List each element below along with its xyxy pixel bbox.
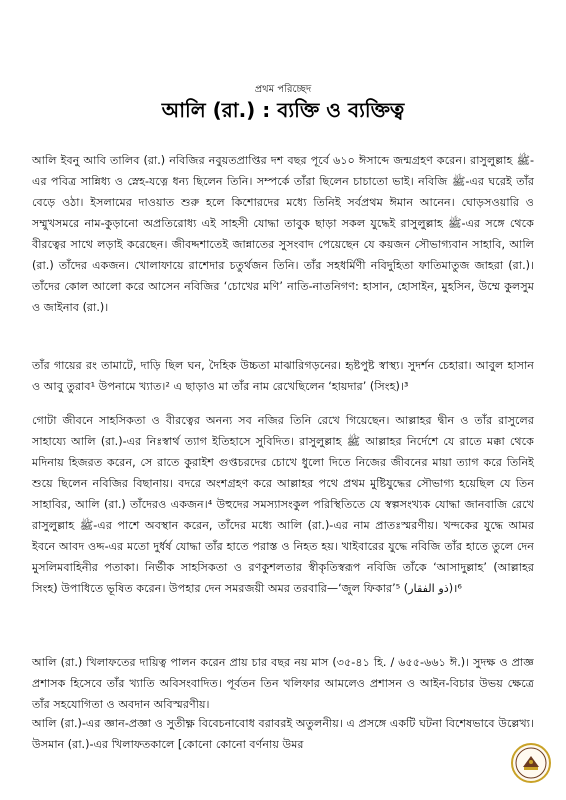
paragraph-wisdom: আলি (রা.)-এর জ্ঞান-প্রজ্ঞা ও সুতীক্ষ্ণ বিবেচনাবোধ বরাবরই অতুলনীয়। এ প্রসঙ্গে একটি ঘটনা বিশেষভাবে উল্লেখ্য। উসমান (রা.)-এর খিলাফতকালে [কোনো কোনো বর্ণনায় উমর [32,717,534,751]
chapter-label: প্রথম পরিচ্ছেদ [254,84,312,95]
publisher-seal-icon [510,742,552,784]
page-title: আলি (রা.) : ব্যক্তি ও ব্যক্তিত্ব [161,98,405,122]
paragraph-intro: আলি ইবনু আবি তালিব (রা.) নবিজির নবুয়তপ্রাপ্তির দশ বছর পূর্বে ৬১০ ঈসাব্দে জন্মগ্রহণ করেন। রাসুলুল্লাহ ﷺ-এর পবিত্র সান্নিধ্য ও স্নেহ-যত্নে ধন্য ছিলেন তিনি। সম্পর্কে তাঁরা ছিলেন চাচাতো ভাই। নবিজি ﷺ-এর ঘরেই তাঁর বেড়ে ওঠা। ইসলামের দাওয়াত শুরু হলে কিশোরদের মধ্যে তিনিই সর্বপ্রথম ঈমান আনেন। ঘোড়সওয়ারি ও সম্মুখসমরে নাম-কুড়ানো অপ্রতিরোধ্য এই সাহসী যোদ্ধা তাবুক ছাড়া সকল যুদ্ধেই রাসুলুল্লাহ ﷺ-এর সঙ্গে থেকে বীরত্বের সাথে লড়াই করেছেন। জীবদ্দশাতেই জান্নাতের সুসংবাদ পেয়েছেন যে কয়জন সৌভাগ্যবান সাহাবি, আলি (রা.) তাঁদের একজন। খোলাফায়ে রাশেদার চতুর্থজন তিনি। তাঁর সহধর্মিণী নবিদুহিতা ফাতিমাতুজ জাহরা (রা.)। তাঁদের কোল আলো করে আসেন নবিজির ‘চোখের মণি’ নাতি-নাতনিগণ: হাসান, হোসাইন, মুহসিন, উম্মে কুলসুম ও জাইনাব (রা.)। [32,154,534,314]
paragraph-appearance: তাঁর গায়ের রং তামাটে, দাড়ি ছিল ঘন, দৈহিক উচ্চতা মাঝারিগড়নের। হৃষ্টপুষ্ট স্বাস্থ্য। সুদর্শন চেহারা। আবুল হাসান ও আবু তুরাব¹ উপনামে খ্যাত।² এ ছাড়াও মা তাঁর নাম রেখেছিলেন ‘হায়দার’ (সিংহ)।³ [32,359,534,393]
paragraph-bravery: গোটা জীবনে সাহসিকতা ও বীরত্বের অনন্য সব নজির তিনি রেখে গিয়েছেন। আল্লাহর দ্বীন ও তাঁর রাসুলের সাহায্যে আলি (রা.)-এর নিঃস্বার্থ ত্যাগ ইতিহাসে সুবিদিত। রাসুলুল্লাহ ﷺ আল্লাহর নির্দেশে যে রাতে মক্কা থেকে মদিনায় হিজরত করেন, সে রাতে কুরাইশ গুপ্তচরদের চোখে ধুলো দিতে নিজের জীবনের মায়া ত্যাগ করে তিনিই শুয়ে ছিলেন নবিজির বিছানায়। বদরে অংশগ্রহণ করে আল্লাহর পথে প্রথম মুষ্টিযুদ্ধের সৌভাগ্য হয়েছিল যে তিন সাহাবির, আলি (রা.) তাঁদেরও একজন।⁴ উহুদের সমস্যাসংকুল পরিস্থিতিতে যে স্বল্পসংখ্যক যোদ্ধা জানবাজি রেখে রাসুলুল্লাহ ﷺ-এর পাশে অবস্থান করেন, তাঁদের মধ্যে আলি (রা.)-এর নাম প্রাতঃস্মরণীয়। খন্দকের যুদ্ধে আমর ইবনে আবদ ওদ্দ-এর মতো দুর্ধর্ষ যোদ্ধা তাঁর হাতে পরাস্ত ও নিহত হয়। খাইবারের যুদ্ধে নবিজি তাঁর হাতে তুলে দেন মুসলিমবাহিনীর পতাকা। নির্ভীক সাহসিকতা ও রণকুশলতার স্বীকৃতিস্বরূপ নবিজি তাঁকে ‘আসাদুল্লাহ’ (আল্লাহর সিংহ) উপাধিতে ভূষিত করেন। উপহার দেন সমরজয়ী অমর তরবারি—‘জুল ফিকার’⁵ (ذو الفقار)।⁶ [32,414,534,595]
paragraph-caliphate: আলি (রা.) খিলাফতের দায়িত্ব পালন করেন প্রায় চার বছর নয় মাস (৩৫-৪১ হি. / ৬৫৫-৬৬১ ঈ.)। সুদক্ষ ও প্রাজ্ঞ প্রশাসক হিসেবে তাঁর খ্যাতি অবিসংবাদিত। পূর্বতন তিন খলিফার আমলেও প্রশাসন ও আইন-বিচার উভয় ক্ষেত্রে তাঁর সহযোগিতা ও অবদান অবিস্মরণীয়। [32,656,534,711]
